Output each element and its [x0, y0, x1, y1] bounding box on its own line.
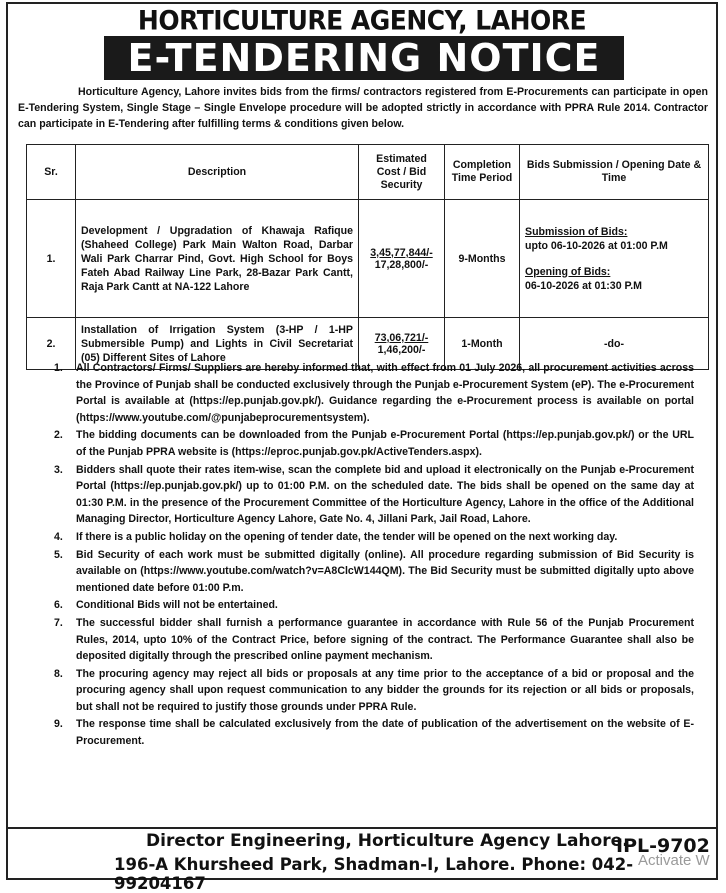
item-number: 2.: [54, 429, 63, 442]
activate-watermark: Activate W: [638, 852, 710, 869]
item-number: 1.: [54, 362, 63, 374]
row-cost: 3,45,77,844/-: [370, 246, 433, 259]
list-item: [44, 462, 694, 528]
opening-value: 06-10-2026 at 01:30 P.M: [525, 279, 643, 292]
table-header-row: [27, 145, 709, 200]
item-text: The response time shall be calculated exclusively from the date of publication of the advertisement on the website of E-Procurement.: [76, 718, 694, 748]
item-text: The procuring agency may reject all bids or proposals at any time prior to the acceptance of a bid or proposal and the procuring agency shall upon request communication to any bidder the grounds for its rejection or all bids or proposals, but shall not be required to justify those grounds under PPRA Rule.: [76, 667, 694, 713]
row-security: 17,28,800/-: [374, 258, 429, 271]
row-sr: 2.: [27, 318, 76, 370]
item-text: If there is a public holiday on the opening of tender date, the tender will be opened on the next working day.: [76, 530, 618, 543]
footer: [6, 827, 718, 893]
tender-table: [26, 144, 709, 370]
row-sr: 1.: [27, 200, 76, 318]
terms-list: [44, 360, 694, 751]
submission-label: Submission of Bids:: [525, 225, 628, 238]
list-item: [44, 529, 694, 546]
list-item: [44, 716, 694, 749]
item-text: The bidding documents can be downloaded from the Punjab e-Procurement Portal (https://ep.punjab.gov.pk/) or the URL of the Punjab PPRA website is (https://eproc.punjab.gov.pk/ActiveTenders.aspx).: [76, 429, 694, 458]
item-text: All Contractors/ Firms/ Suppliers are hereby informed that, with effect from 01 July 2026, all procurement activities across the Province of Punjab shall be conducted exclusively through the Punjab e-Procurement System (eP). The e-Procurement Portal is available at (https://ep.punjab.gov.pk/). Guidance regarding the e-Procurement process is available on portal (https://www.youtube.com/@punjabeprocurementsystem).: [76, 362, 694, 424]
item-number: 6.: [54, 599, 63, 612]
intro-paragraph: Horticulture Agency, Lahore invites bids from the firms/ contractors registered from E-Procurements can participate in open E-Tendering System, Single Stage – Single Envelope procedure will be adopted strictly in accordance with PPRA Rule 2014. Contractor can participate in E-Tendering after fulfilling terms & conditions given below.: [18, 86, 708, 130]
list-item: [44, 597, 694, 614]
row-period: 9-Months: [445, 200, 520, 318]
notice-banner: E-TENDERING NOTICE: [104, 36, 624, 80]
opening-label: Opening of Bids:: [525, 265, 611, 278]
row-dates-cell: [520, 200, 709, 318]
notice-sheet: [6, 2, 718, 880]
header-cost: Estimated Cost / Bid Security: [359, 145, 445, 200]
header-period: Completion Time Period: [445, 145, 520, 200]
table-row: [27, 200, 709, 318]
item-text: Conditional Bids will not be entertained.: [76, 599, 278, 612]
header-dates: Bids Submission / Opening Date & Time: [520, 145, 709, 200]
row-security: 1,46,200/-: [377, 343, 426, 356]
ipl-reference: IPL-9702: [616, 835, 710, 857]
item-number: 8.: [54, 667, 63, 680]
item-text: The successful bidder shall furnish a performance guarantee in accordance with Rule 56 of the Punjab Procurement Rules, 2014, upto 10% of the Contract Price, before signing of the contract. The Performance Guarantee shall also be deposited digitally through the prescribed online payment mechanism.: [76, 616, 694, 663]
item-number: 7.: [54, 616, 63, 629]
header-sr: Sr.: [27, 145, 76, 200]
item-number: 3.: [54, 463, 63, 476]
item-text: Bid Security of each work must be submitted digitally (online). All procedure regarding submission of Bid Security is available on (https://www.youtube.com/watch?v=A8ClcW144QM). The Bid Security must be submitted digitally upto above mentioned date before 01:00 P.m.: [76, 548, 694, 594]
list-item: [44, 615, 694, 665]
row-description: Development / Upgradation of Khawaja Rafique (Shaheed College) Park Main Walton Road, Darbar Wali Park Charrar Pind, Govt. High School for Boys Fateh Abad Railway Line Park, 28-Bazar Park Cantt, Raja Park Cantt at NA-122 Lahore: [76, 200, 359, 318]
item-number: 4.: [54, 530, 63, 543]
list-item: [44, 666, 694, 716]
row-period: 1-Month: [445, 318, 520, 370]
list-item: [44, 547, 694, 597]
row-cost-cell: [359, 200, 445, 318]
header-description: Description: [76, 145, 359, 200]
list-item: [44, 427, 694, 460]
row-dates: -do-: [520, 318, 709, 370]
item-number: 9.: [54, 718, 63, 731]
row-cost: 73,06,721/-: [374, 331, 429, 344]
footer-office: Director Engineering, Horticulture Agency Lahore.: [146, 831, 629, 851]
item-text: Bidders shall quote their rates item-wise, scan the complete bid and upload it electronically on the Punjab e-Procurement Portal (https://ep.punjab.gov.pk/) up to 01:00 P.M. on the scheduled date. The bids shall be opened on the same day at 01:30 P.M. in the presence of the Procurement Committee of the Horticulture Agency, Lahore in the office of the Additional Managing Director, Horticulture Agency Lahore, Gate No. 4, Jillani Park, Jail Road, Lahore.: [76, 463, 694, 526]
row-description: Installation of Irrigation System (3-HP / 1-HP Submersible Pump) and Lights in Civil Secretariat (05) Different Sites of Lahore: [76, 318, 359, 370]
submission-value: upto 06-10-2026 at 01:00 P.M: [525, 239, 668, 252]
list-item: [44, 360, 694, 426]
agency-title: HORTICULTURE AGENCY, LAHORE: [137, 5, 587, 36]
footer-address: 196-A Khursheed Park, Shadman-I, Lahore. Phone: 042-99204167: [114, 855, 634, 893]
item-number: 5.: [54, 548, 63, 561]
